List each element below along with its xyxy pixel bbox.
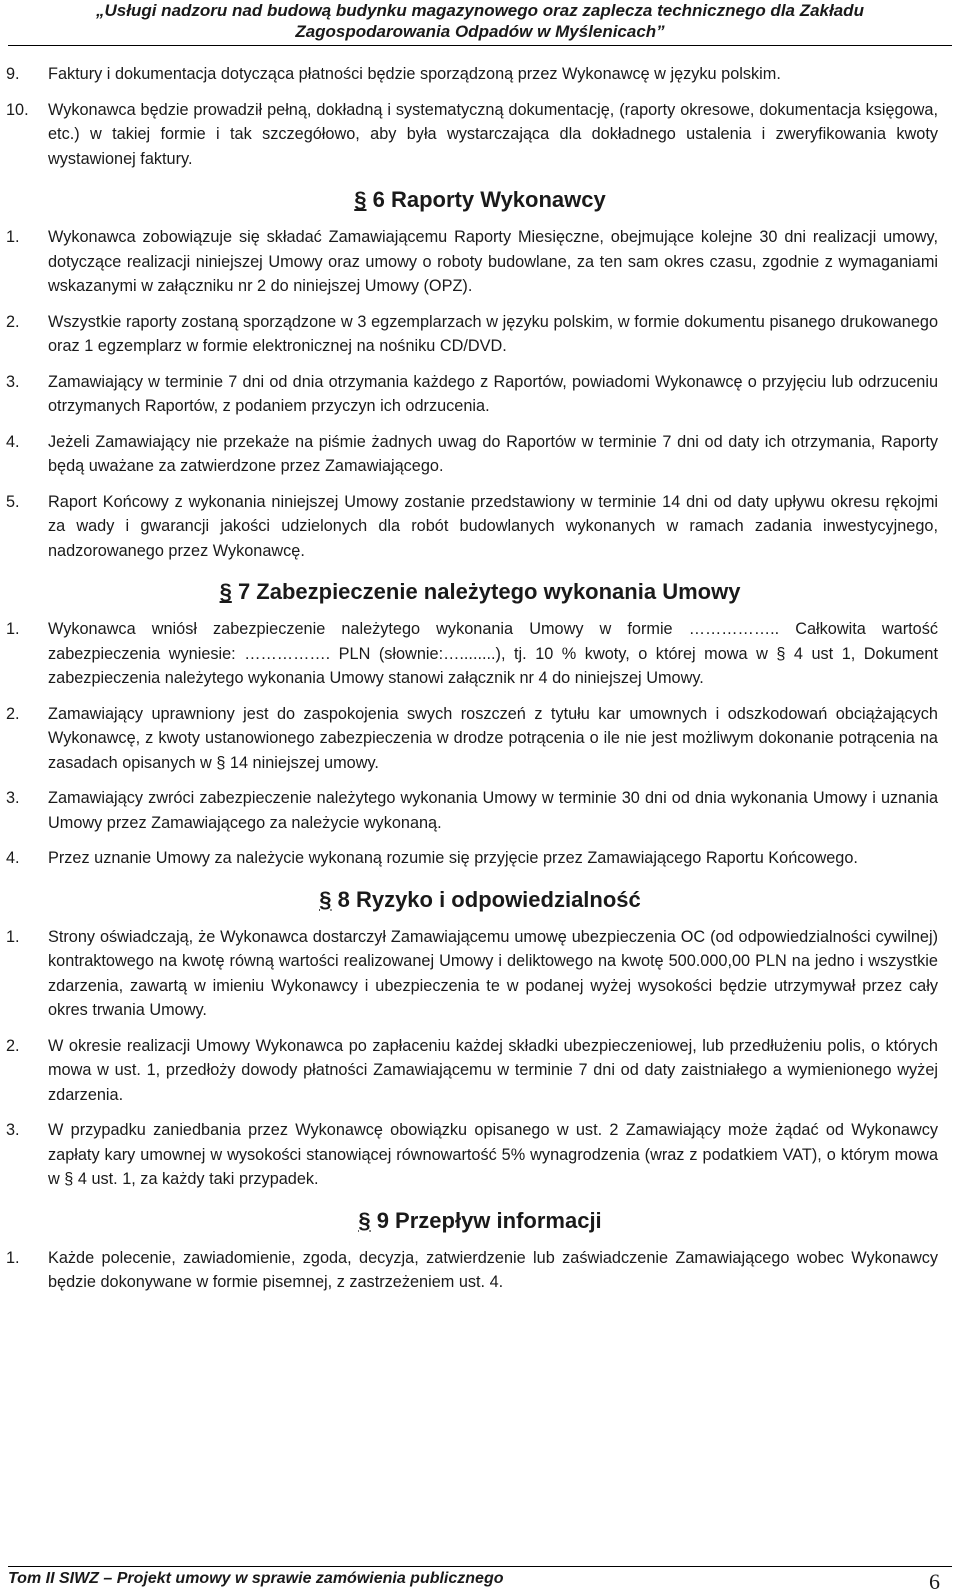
item-text: Strony oświadczają, że Wykonawca dostarczył Zamawiającemu umowę ubezpieczenia OC (od odpowiedzialności cywilnej) kontraktowego na kwotę równą wartości realizowanej Umowy i deliktowego na kwotę 500.000,00 PLN na jedno i wszystkie zdarzenia, zawartą w imieniu Wykonawcy i ubezpieczenia te w podanej wyżej wysokości będzie utrzymywał przez cały okres trwania Umowy. [48, 927, 938, 1019]
section-sign: § [219, 579, 232, 604]
paragraph-item [0, 1034, 960, 1108]
item-number: 4. [6, 432, 20, 451]
section-title: 7 Zabezpieczenie należytego wykonania Umowy [237, 579, 741, 604]
item-text: Faktury i dokumentacja dotycząca płatności będzie sporządzoną przez Wykonawcę w języku polskim. [48, 65, 781, 83]
paragraph-item [0, 225, 960, 299]
paragraph-item [0, 1246, 960, 1295]
paragraph-item [0, 62, 960, 87]
paragraph-item [0, 1118, 960, 1192]
paragraph-item [0, 702, 960, 776]
item-number: 1. [6, 927, 20, 946]
item-text: W okresie realizacji Umowy Wykonawca po zapłaceniu każdej składki ubezpieczeniowej, lub przedłużeniu polis, o których mowa w ust. 1, przedłoży dowody płatności Zamawiającemu w terminie 7 dni od daty zaistniałego a wymienionego wyżej zdarzenia. [48, 1036, 938, 1104]
paragraph-item [0, 925, 960, 1023]
item-number: 10. [6, 100, 29, 119]
item-text: W przypadku zaniedbania przez Wykonawcę obowiązku opisanego w ust. 2 Zamawiający może żądać od Wykonawcy zapłaty kary umownej w wysokości stanowiącej równowartość 5% wynagrodzenia (wraz z podatkiem VAT), o którym mowa w § 4 ust. 1, za każdy taki przypadek. [48, 1121, 938, 1188]
item-text: Wykonawca będzie prowadził pełną, dokładną i systematyczną dokumentację, (raporty okresowe, dokumentacja księgowa, etc.) w takiej formie i tak szczegółowo, aby była wystarczająca dla dokładnego ustalenia i zweryfikowania kwoty wystawionej faktury. [48, 100, 938, 168]
paragraph-item [0, 490, 960, 564]
section-heading-8 [0, 885, 960, 915]
section-title: 8 Ryzyko i odpowiedzialność [337, 886, 641, 912]
item-text: Zamawiający w terminie 7 dni od dnia otrzymania każdego z Raportów, powiadomi Wykonawcę o przyjęciu lub odrzuceniu otrzymanych Raportów, z podaniem przyczyn ich odrzucenia. [48, 372, 938, 415]
paragraph-item [0, 846, 960, 871]
page-number: 6 [929, 1569, 940, 1594]
item-number: 4. [6, 849, 20, 867]
item-text: Przez uznanie Umowy za należycie wykonaną rozumie się przyjęcie przez Zamawiającego Raportu Końcowego. [48, 849, 858, 867]
paragraph-item [0, 98, 960, 172]
document-header [0, 0, 960, 42]
item-text: Każde polecenie, zawiadomienie, zgoda, decyzja, zatwierdzenie lub zaświadczenie Zamawiającego wobec Wykonawcy będzie dokonywane w formie pisemnej, z zastrzeżeniem ust. 4. [48, 1248, 938, 1291]
item-text: Zamawiający zwróci zabezpieczenie należytego wykonania Umowy w terminie 30 dni od dnia wykonania Umowy i uznania Umowy przez Zamawiającego za należycie wykonaną. [48, 789, 938, 832]
item-number: 1. [6, 1248, 20, 1267]
section-sign: § [319, 886, 332, 912]
item-text: Wszystkie raporty zostaną sporządzone w 3 egzemplarzach w języku polskim, w formie dokumentu pisanego drukowanego oraz 1 egzemplarz w formie elektronicznej na nośniku CD/DVD. [48, 312, 938, 355]
item-text: Jeżeli Zamawiający nie przekaże na piśmie żadnych uwag do Raportów w terminie 7 dni od daty ich otrzymania, Raporty będą uważane za zatwierdzone przez Zamawiającego. [48, 432, 938, 475]
paragraph-item [0, 430, 960, 479]
footer-text: Tom II SIWZ – Projekt umowy w sprawie zamówienia publicznego [8, 1570, 504, 1587]
item-text: Wykonawca wniósł zabezpieczenie należytego wykonania Umowy w formie …………….. Całkowita wartość zabezpieczenia wyniesie: ……………. PLN (słownie:…........), tj. 10 % kwoty, o której mowa w § 4 ust 1, Dokument zabezpieczenia należytego wykonania Umowy stanowi załącznik nr 4 do niniejszej Umowy. [48, 620, 938, 687]
item-number: 2. [6, 704, 20, 723]
section-sign: § [354, 187, 367, 212]
section-title: 6 Raporty Wykonawcy [372, 187, 606, 212]
paragraph-item [0, 786, 960, 835]
header-line-1: „Usługi nadzoru nad budową budynku magazynowego oraz zaplecza technicznego dla Zakładu [96, 1, 864, 20]
section-heading-6 [0, 185, 960, 215]
document-body [0, 62, 960, 1306]
section-title: 9 Przepływ informacji [376, 1207, 602, 1233]
item-text: Wykonawca zobowiązuje się składać Zamawiającemu Raporty Miesięczne, obejmujące kolejne 30 dni realizacji umowy, dotyczące realizacji niniejszej Umowy oraz umowy o roboty budowlane, za ten sam okres czasu, zgodnie z wymaganiami wskazanymi w załączniku nr 2 do niniejszej Umowy (OPZ). [48, 228, 938, 295]
paragraph-item [0, 370, 960, 419]
section-sign: § [358, 1207, 371, 1233]
item-number: 3. [6, 372, 20, 391]
section-heading-9 [0, 1206, 960, 1236]
item-number: 2. [6, 312, 20, 331]
item-number: 1. [6, 228, 20, 246]
paragraph-item [0, 310, 960, 359]
item-text: Raport Końcowy z wykonania niniejszej Umowy zostanie przedstawiony w terminie 14 dni od daty upływu okresu rękojmi za wady i gwarancji jakości udzielonych dla robót budowlanych wykonanych w ramach zadania inwestycyjnego, nadzorowanego przez Wykonawcę. [48, 492, 938, 560]
footer-rule [8, 1566, 952, 1567]
item-number: 9. [6, 65, 20, 83]
item-number: 3. [6, 1121, 20, 1139]
item-number: 1. [6, 620, 20, 638]
item-number: 5. [6, 492, 20, 511]
item-text: Zamawiający uprawniony jest do zaspokojenia swych roszczeń z tytułu kar umownych i odszkodowań obciążających Wykonawcę, z kwoty ustanowionego zabezpieczenia w drodze potrącenia o ile nie jest możliwym dokonanie potrącenia na zasadach opisanych w § 14 niniejszej umowy. [48, 704, 938, 772]
item-number: 3. [6, 789, 20, 807]
section-heading-7 [0, 577, 960, 607]
paragraph-item [0, 617, 960, 691]
header-line-2: Zagospodarowania Odpadów w Myślenicach” [295, 22, 665, 41]
header-rule [8, 45, 952, 46]
item-number: 2. [6, 1036, 20, 1055]
